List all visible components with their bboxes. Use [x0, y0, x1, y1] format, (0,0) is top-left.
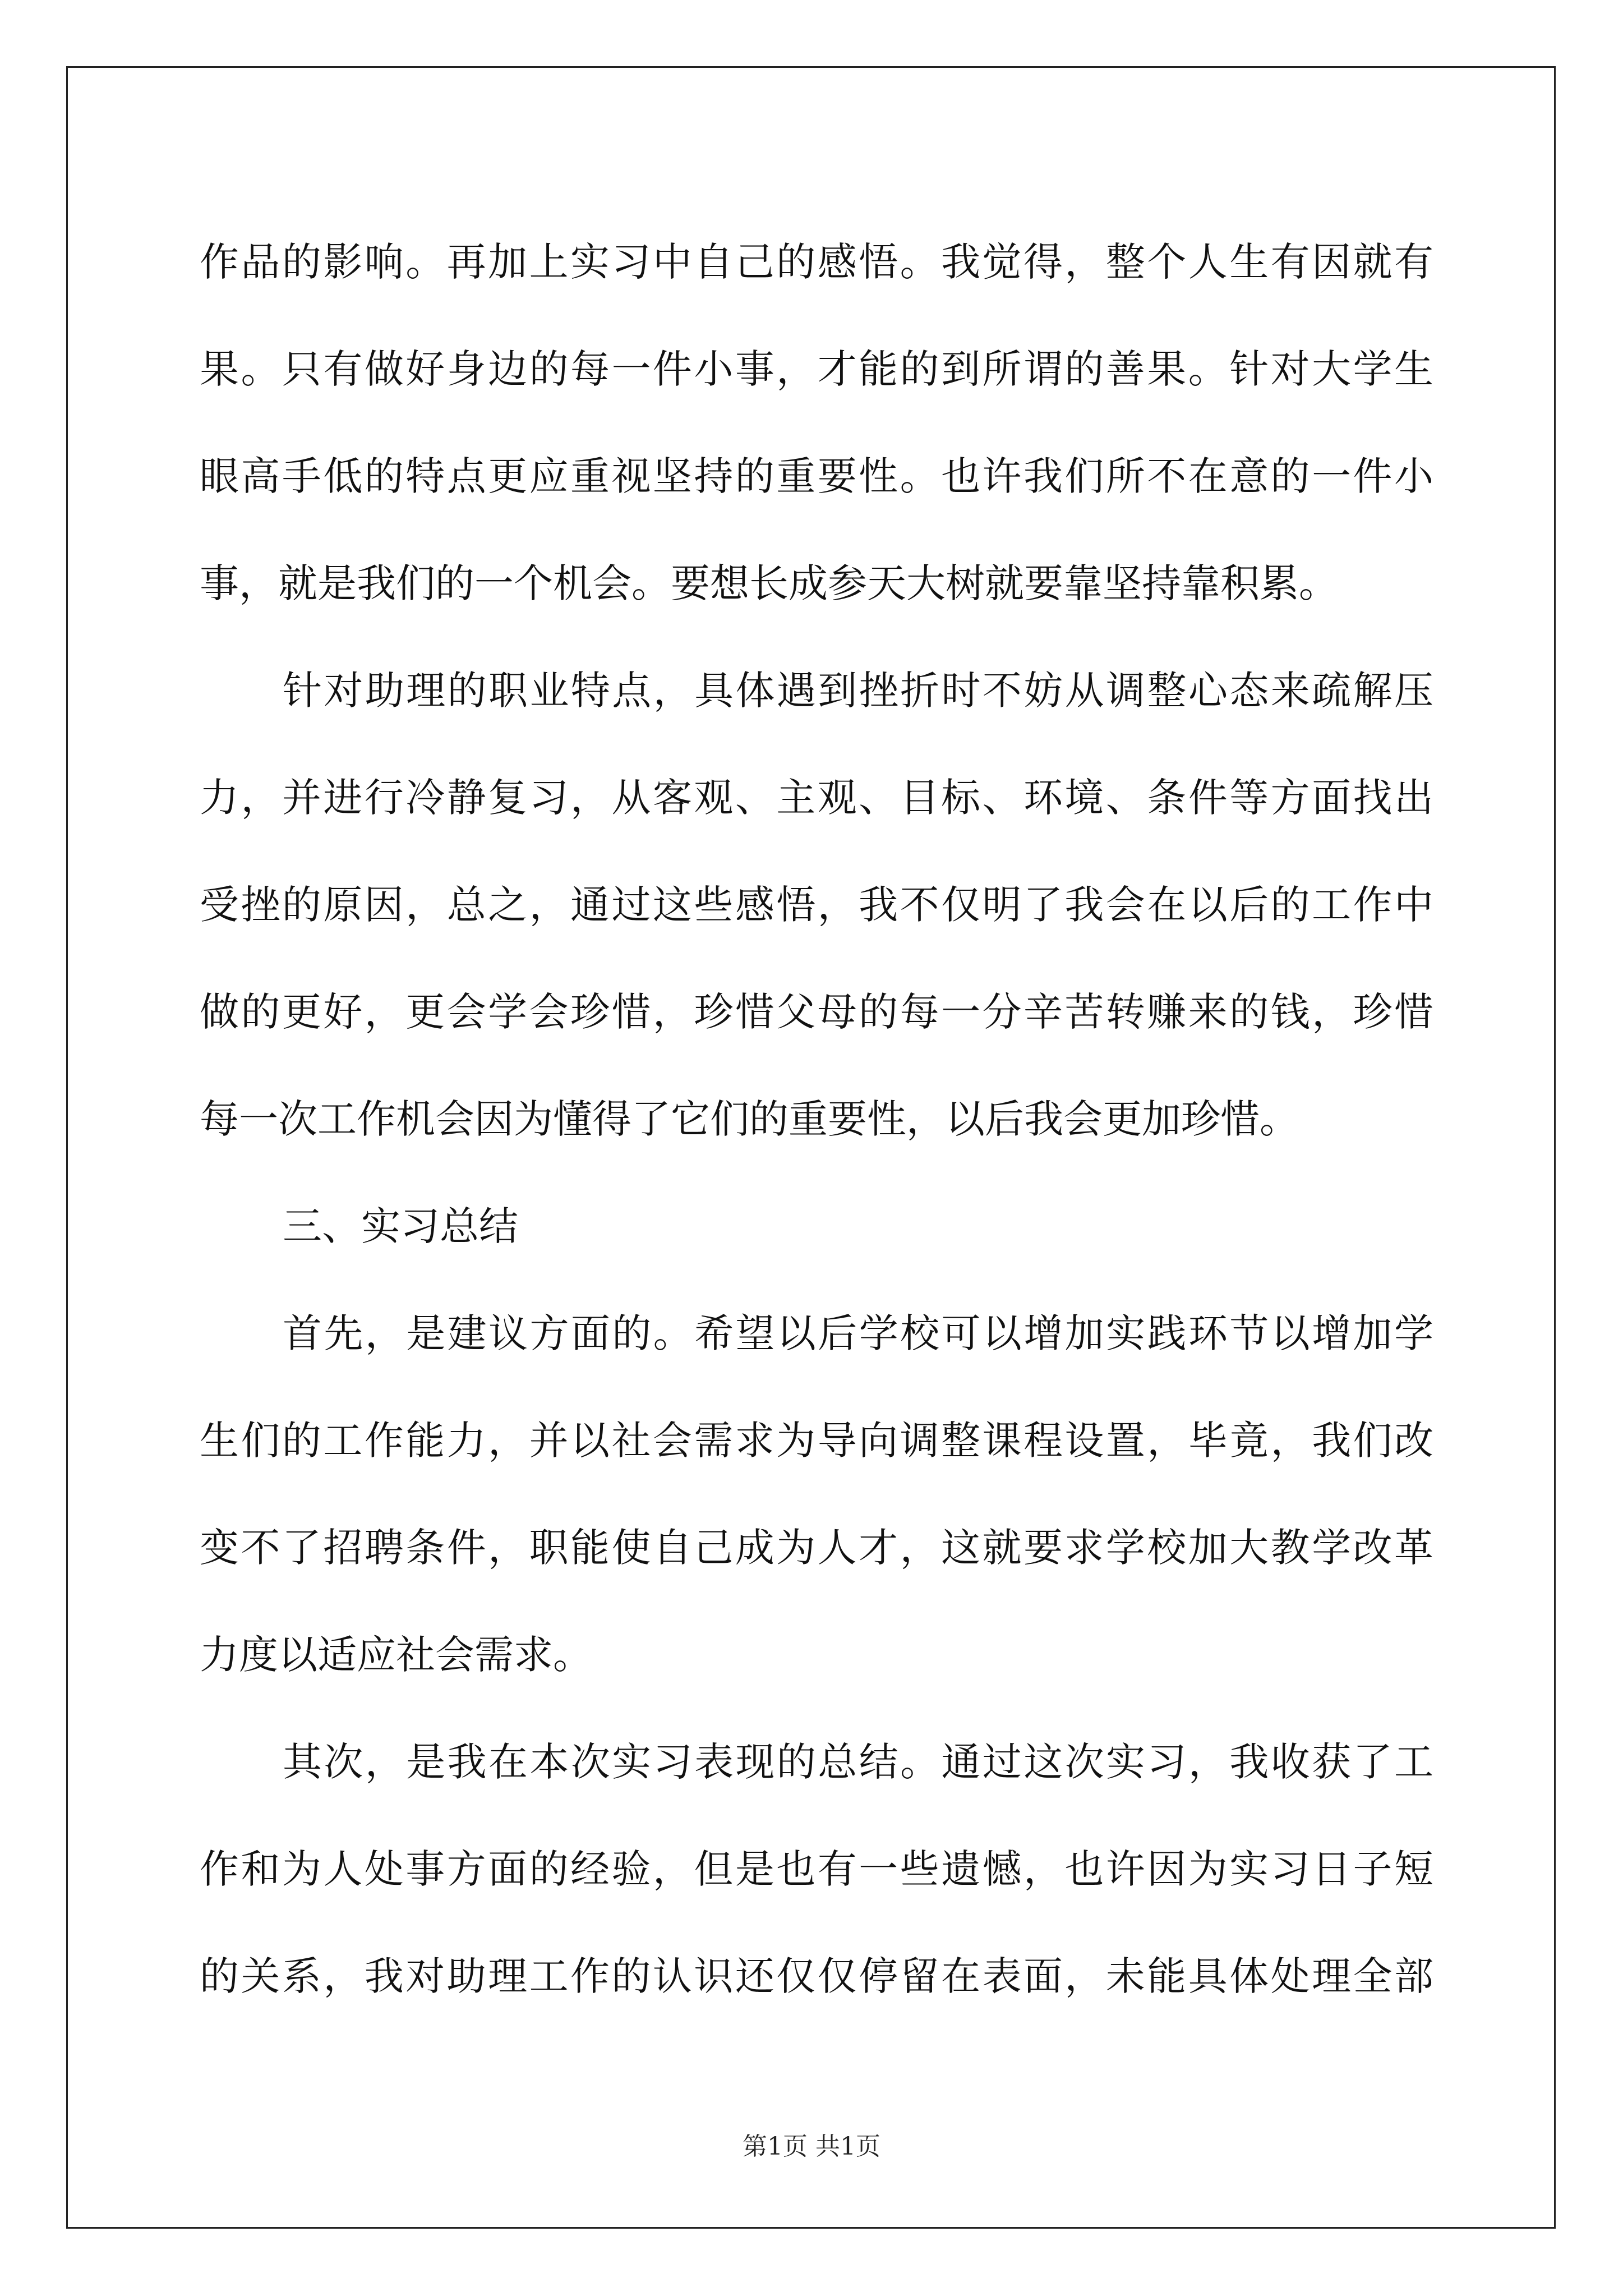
text-line: 其次，是我在本次实习表现的总结。通过这次实习，我收获了工 — [283, 1739, 1433, 1785]
text-line: 眼高手低的特点更应重视坚持的重要性。也许我们所不在意的一件小 — [200, 453, 1433, 499]
text-line: 的关系，我对助理工作的认识还仅仅停留在表面，未能具体处理全部 — [200, 1953, 1433, 1999]
text-line: 力度以适应社会需求。 — [200, 1632, 592, 1678]
text-line: 作品的影响。再加上实习中自己的感悟。我觉得，整个人生有因就有 — [200, 239, 1433, 285]
text-line: 针对助理的职业特点，具体遇到挫折时不妨从调整心态来疏解压 — [283, 668, 1433, 714]
text-line: 事，就是我们的一个机会。要想长成参天大树就要靠坚持靠积累。 — [200, 560, 1338, 606]
text-line: 首先，是建议方面的。希望以后学校可以增加实践环节以增加学 — [283, 1310, 1433, 1356]
text-line: 每一次工作机会因为懂得了它们的重要性，以后我会更加珍惜。 — [200, 1096, 1299, 1142]
text-line: 变不了招聘条件，职能使自己成为人才，这就要求学校加大教学改革 — [200, 1525, 1433, 1571]
text-line: 力，并进行冷静复习，从客观、主观、目标、环境、条件等方面找出 — [200, 775, 1433, 821]
section-heading: 三、实习总结 — [283, 1203, 518, 1249]
text-line: 果。只有做好身边的每一件小事，才能的到所谓的善果。针对大学生 — [200, 346, 1433, 392]
text-line: 作和为人处事方面的经验，但是也有一些遗憾，也许因为实习日子短 — [200, 1846, 1433, 1892]
text-line: 生们的工作能力，并以社会需求为导向调整课程设置，毕竟，我们改 — [200, 1418, 1433, 1464]
page-footer: 第1页 共1页 — [743, 2132, 880, 2161]
text-line: 做的更好，更会学会珍惜，珍惜父母的每一分辛苦转赚来的钱，珍惜 — [200, 989, 1433, 1035]
text-line: 受挫的原因，总之，通过这些感悟，我不仅明了我会在以后的工作中 — [200, 882, 1433, 928]
document-body — [200, 209, 1433, 2030]
